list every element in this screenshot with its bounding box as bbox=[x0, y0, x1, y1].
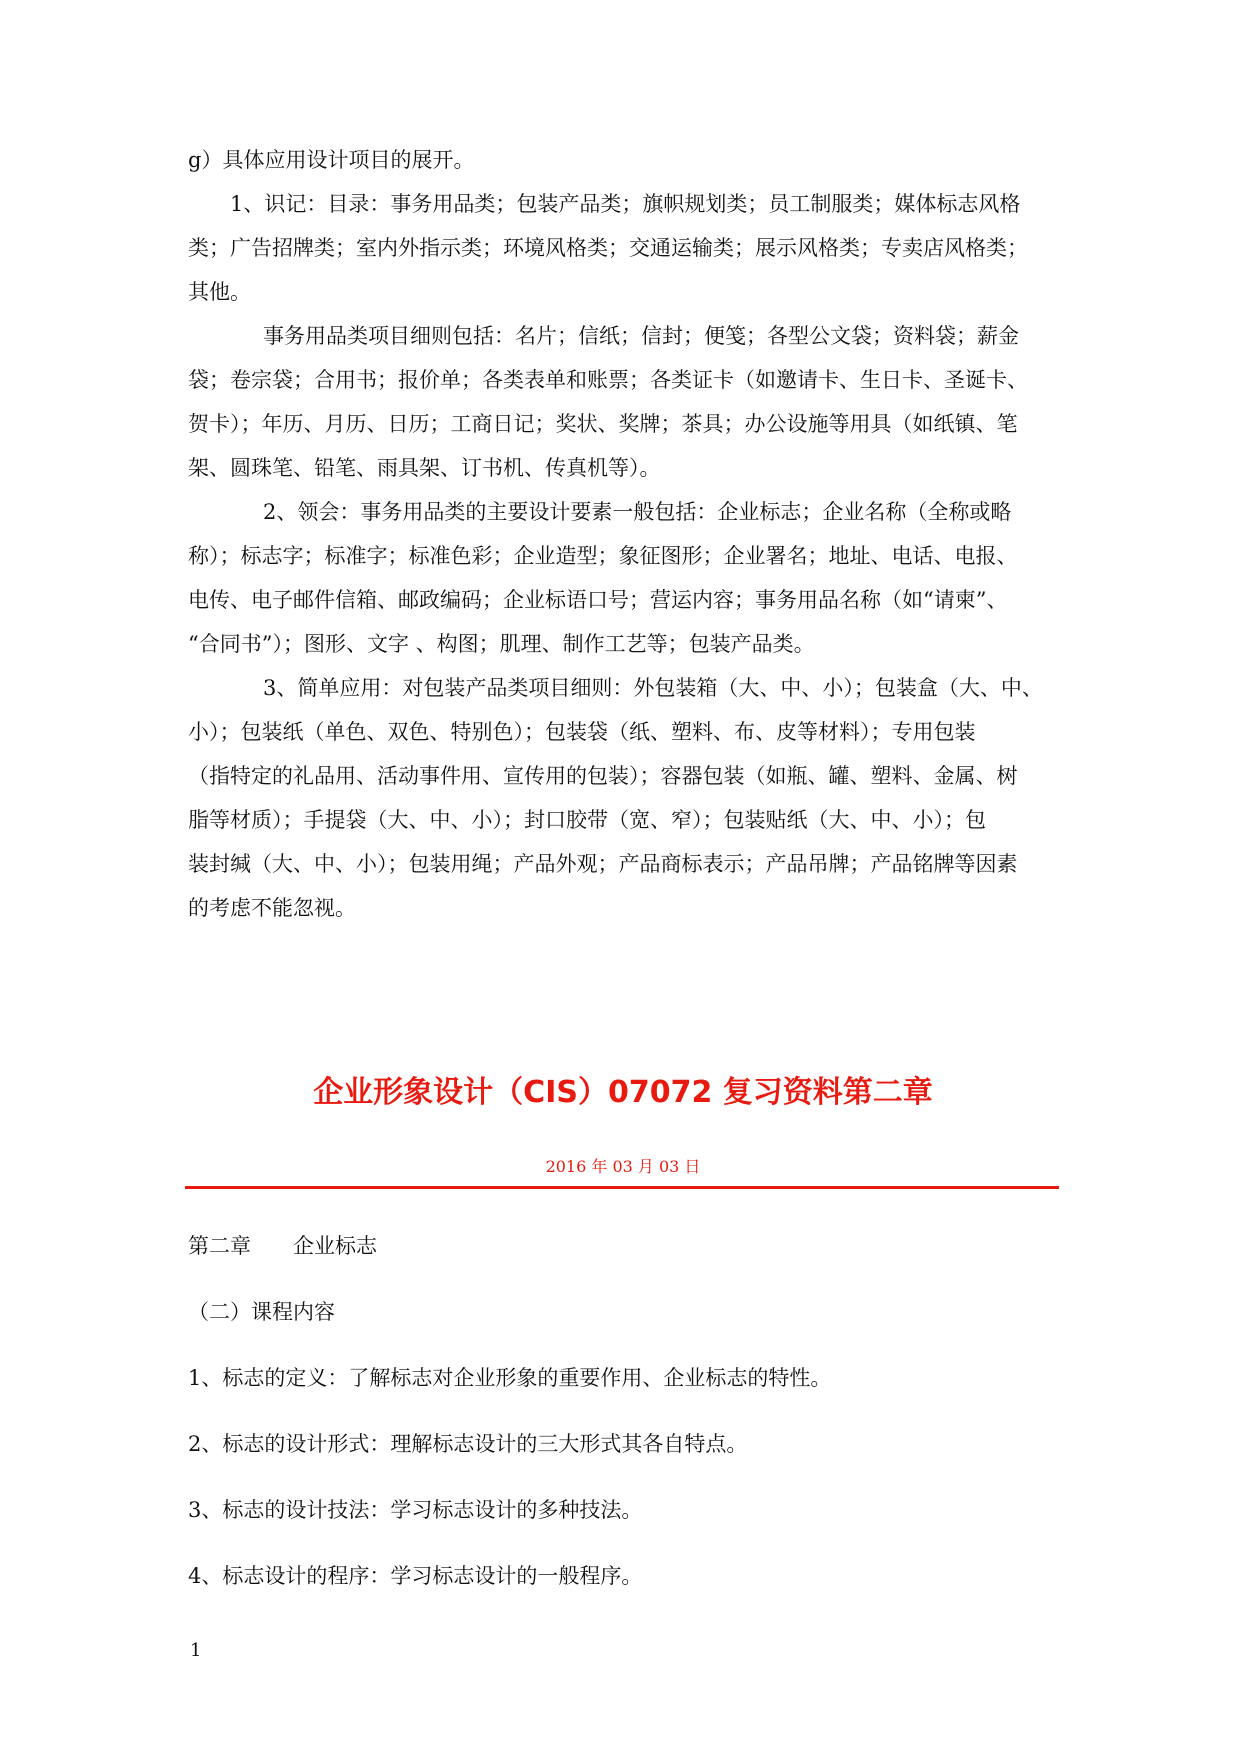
text-line: g）具体应用设计项目的展开。 bbox=[188, 148, 475, 172]
text-line: （指特定的礼品用、活动事件用、宣传用的包装）；容器包装（如瓶、罐、塑料、金属、树 bbox=[188, 764, 1018, 788]
text-line: 1、识记：目录：事务用品类；包装产品类；旗帜规划类；员工制服类；媒体标志风格 bbox=[230, 192, 1021, 216]
list-item: 2、标志的设计形式：理解标志设计的三大形式其各自特点。 bbox=[188, 1432, 748, 1456]
article-date: 2016 年 03 月 03 日 bbox=[545, 1157, 701, 1176]
page-number: 1 bbox=[190, 1640, 202, 1661]
chapter-heading: 第二章 企业标志 bbox=[188, 1234, 377, 1258]
text-line: 类；广告招牌类；室内外指示类；环境风格类；交通运输类；展示风格类；专卖店风格类； bbox=[188, 236, 1028, 260]
text-line: 贺卡）；年历、月历、日历；工商日记；奖状、奖牌；茶具；办公设施等用具（如纸镇、笔 bbox=[188, 412, 1018, 436]
text-line: 脂等材质）；手提袋（大、中、小）；封口胶带（宽、窄）；包装贴纸（大、中、小）；包 bbox=[188, 808, 986, 832]
article-title: 企业形象设计（CIS）07072 复习资料第二章 bbox=[313, 1075, 933, 1110]
text-line: 事务用品类项目细则包括：名片；信纸；信封；便笺；各型公文袋；资料袋；薪金 bbox=[263, 324, 1019, 348]
text-line: “合同书”）；图形、文字 、构图；肌理、制作工艺等；包装产品类。 bbox=[188, 632, 815, 656]
list-item: 4、标志设计的程序：学习标志设计的一般程序。 bbox=[188, 1564, 643, 1588]
text-line: 小）；包装纸（单色、双色、特别色）；包装袋（纸、塑料、布、皮等材料）；专用包装 bbox=[188, 720, 976, 744]
text-line: 的考虑不能忽视。 bbox=[188, 896, 356, 920]
upper-text-block bbox=[188, 138, 1058, 930]
course-heading: （二）课程内容 bbox=[188, 1300, 335, 1324]
list-item: 3、标志的设计技法：学习标志设计的多种技法。 bbox=[188, 1498, 643, 1522]
text-line: 装封缄（大、中、小）；包装用绳；产品外观；产品商标表示；产品吊牌；产品铭牌等因素 bbox=[188, 852, 1018, 876]
text-line: 袋；卷宗袋；合用书；报价单；各类表单和账票；各类证卡（如邀请卡、生日卡、圣诞卡、 bbox=[188, 368, 1028, 392]
list-item: 1、标志的定义：了解标志对企业形象的重要作用、企业标志的特性。 bbox=[188, 1366, 832, 1390]
text-line: 3、简单应用：对包装产品类项目细则：外包装箱（大、中、小）；包装盒（大、中、 bbox=[263, 676, 1043, 700]
text-line: 称）；标志字；标准字；标准色彩；企业造型；象征图形；企业署名；地址、电话、电报、 bbox=[188, 544, 1018, 568]
text-line: 电传、电子邮件信箱、邮政编码；企业标语口号；营运内容；事务用品名称（如“请柬”、 bbox=[188, 588, 1008, 612]
text-line: 其他。 bbox=[188, 280, 251, 304]
text-line: 架、圆珠笔、铅笔、雨具架、订书机、传真机等）。 bbox=[188, 456, 661, 480]
text-line: 2、领会：事务用品类的主要设计要素一般包括：企业标志；企业名称（全称或略 bbox=[263, 500, 1012, 524]
title-divider bbox=[185, 1186, 1059, 1189]
